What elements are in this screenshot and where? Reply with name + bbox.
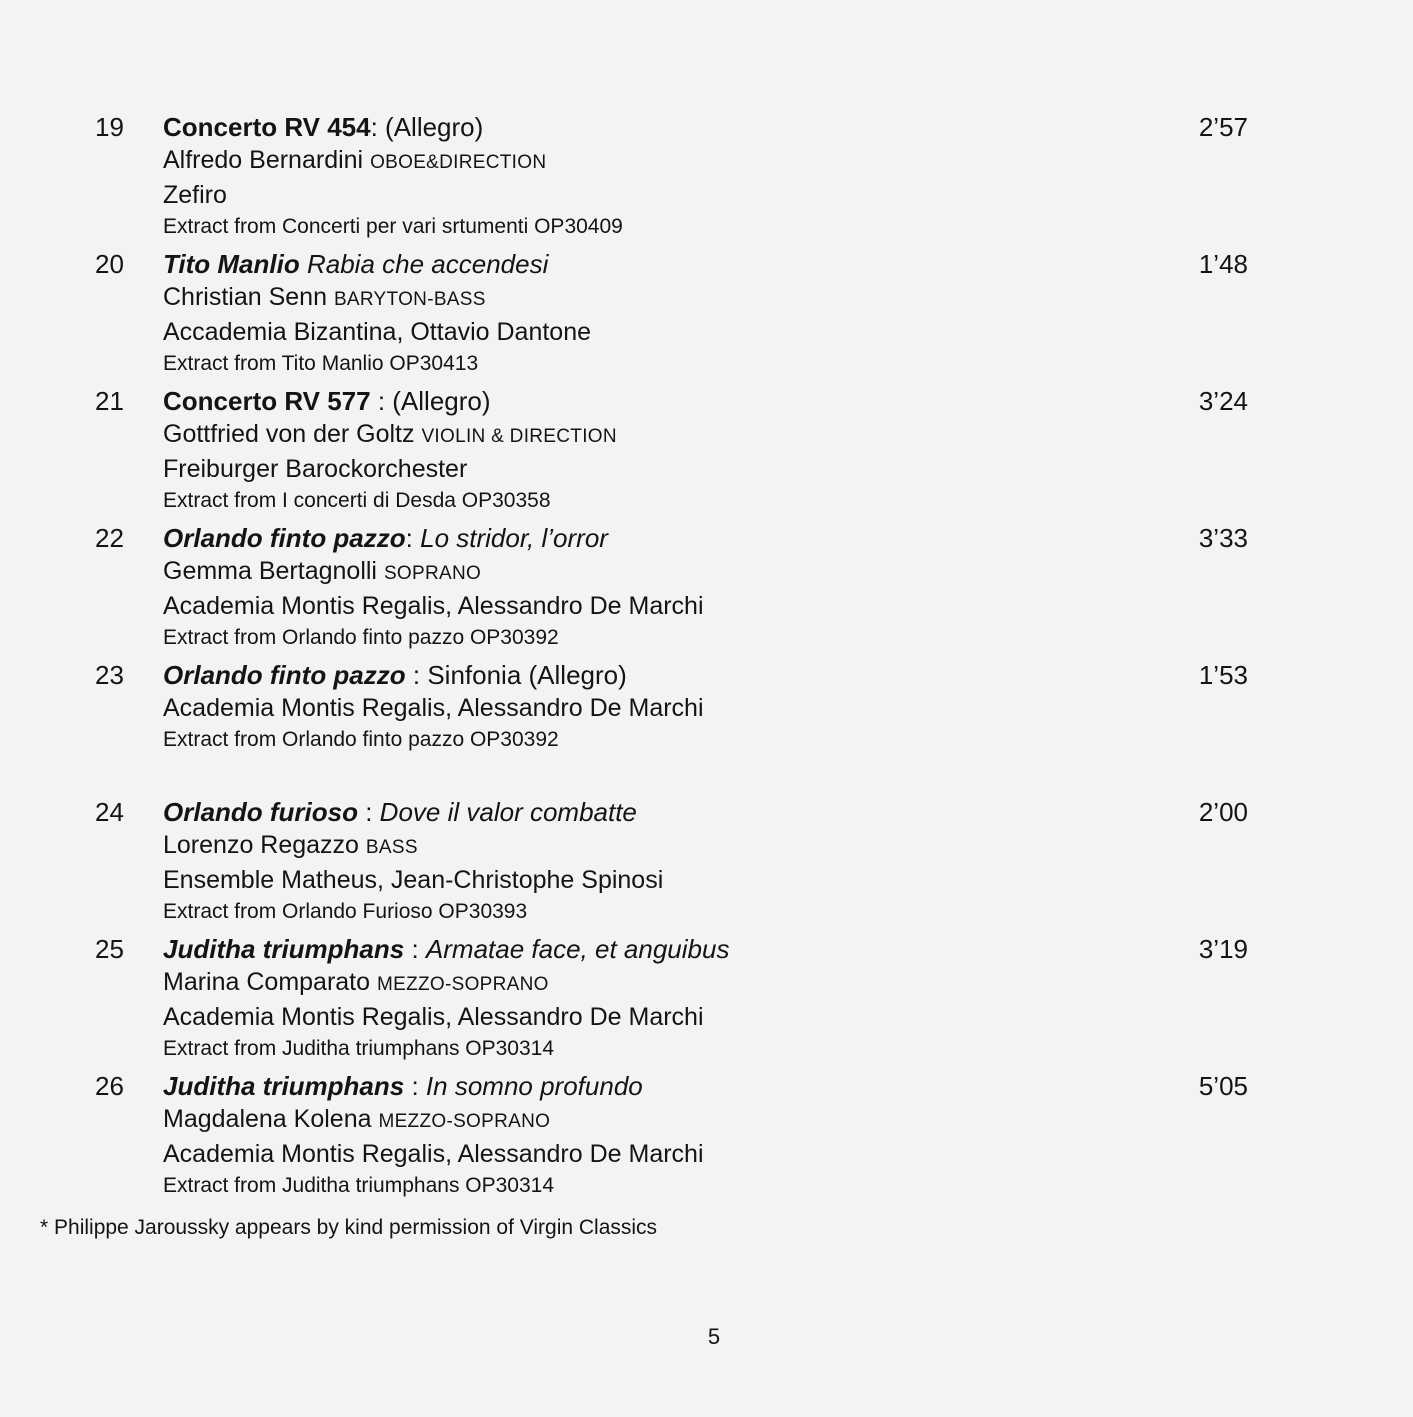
title-separator [300,249,307,279]
track-title-line [163,1069,1163,1103]
performer-name: Magdalena Kolena [163,1105,379,1133]
track-details [163,384,1163,517]
track-duration: 5’05 [1198,1071,1248,1101]
track-number: 19 [95,112,124,142]
movement-title: Lo stridor, l’orror [420,523,608,553]
performers [163,1103,1163,1170]
performer-line [163,281,1163,316]
extract-source: Extract from Tito Manlio OP30413 [163,352,479,375]
performer-line [163,966,1163,1001]
track-entry [0,519,1413,656]
track-number: 22 [95,523,124,553]
performer-name: Ensemble Matheus, Jean-Christophe Spinosi [163,866,664,894]
work-title: Orlando furioso [163,797,358,827]
performer-name: Alfredo Bernardini [163,146,371,174]
track-title-line [163,521,1163,555]
performer-line [163,555,1163,590]
movement-title: In somno profundo [425,1071,643,1101]
track-details [163,1069,1163,1202]
track-details [163,110,1163,243]
performer-line [163,179,1163,211]
track-duration: 3’24 [1198,386,1248,416]
track-duration: 2’57 [1198,112,1248,142]
movement-title: Armatae face, et anguibus [425,934,730,964]
performer-name: Academia Montis Regalis, Alessandro De Marchi [163,592,704,620]
work-title: Concerto RV 454 [163,112,371,142]
work-title: Concerto RV 577 [163,386,371,416]
work-title: Juditha triumphans [163,1071,405,1101]
work-title: Tito Manlio [163,249,300,279]
track-details [163,795,1163,928]
performer-name: Academia Montis Regalis, Alessandro De Marchi [163,1140,704,1168]
performer-role: VIOLIN & DIRECTION [421,426,617,447]
performers [163,692,1163,724]
performer-line [163,1001,1163,1033]
track-number: 26 [95,1071,124,1101]
performer-line [163,590,1163,622]
track-number: 23 [95,660,124,690]
track-entry [0,108,1413,245]
performer-name: Lorenzo Regazzo [163,831,366,859]
performers [163,829,1163,896]
track-title-line [163,795,1163,829]
performer-name: Zefiro [163,181,227,209]
track-duration: 3’33 [1198,523,1248,553]
performer-role: BASS [365,837,418,858]
performer-line [163,864,1163,896]
track-title-line [163,247,1163,281]
performers [163,555,1163,622]
performer-line [163,1138,1163,1170]
performers [163,966,1163,1033]
track-details [163,247,1163,380]
performer-name: Freiburger Barockorchester [163,455,468,483]
movement-title: (Allegro) [392,386,491,416]
movement-title: Dove il valor combatte [379,797,637,827]
track-number: 20 [95,249,124,279]
performer-name: Accademia Bizantina, Ottavio Dantone [163,318,592,346]
title-separator: : [404,934,426,964]
extract-source: Extract from Concerti per vari srtumenti OP30409 [163,215,623,238]
movement-title: (Allegro) [385,112,484,142]
performers [163,144,1163,211]
performer-role: SOPRANO [383,563,482,584]
track-number: 24 [95,797,124,827]
extract-source: Extract from Orlando finto pazzo OP30392 [163,626,559,649]
performer-name: Gemma Bertagnolli [163,557,384,585]
extract-source: Extract from Juditha triumphans OP30314 [163,1037,555,1060]
performer-role: MEZZO-SOPRANO [378,1111,551,1132]
title-separator: : [358,797,380,827]
performer-line [163,692,1163,724]
track-duration: 1’48 [1198,249,1248,279]
performer-name: Gottfried von der Goltz [163,420,422,448]
work-title: Juditha triumphans [163,934,405,964]
performer-name: Christian Senn [163,283,334,311]
performer-line [163,418,1163,453]
performer-name: Marina Comparato [163,968,377,996]
track-title-line [163,932,1163,966]
title-separator: : [370,386,393,416]
footnote: * Philippe Jaroussky appears by kind permission of Virgin Classics [40,1216,658,1239]
title-separator: : [370,112,386,142]
performer-line [163,1103,1163,1138]
performer-line [163,316,1163,348]
work-title: Orlando finto pazzo [163,660,406,690]
track-details [163,521,1163,654]
track-number: 25 [95,934,124,964]
extract-source: Extract from Orlando finto pazzo OP30392 [163,728,559,751]
track-entry [0,245,1413,382]
track-title-line [163,658,1163,692]
page-number: 5 [707,1324,721,1349]
movement-title: Sinfonia (Allegro) [427,660,627,690]
performer-name: Academia Montis Regalis, Alessandro De Marchi [163,694,704,722]
performers [163,281,1163,348]
movement-title: Rabia che accendesi [306,249,549,279]
track-title-line [163,384,1163,418]
track-entry [0,1067,1413,1204]
title-separator: : [404,1071,426,1101]
track-details [163,658,1163,756]
track-duration: 1’53 [1198,660,1248,690]
title-separator: : [405,660,428,690]
track-number: 21 [95,386,124,416]
extract-source: Extract from Juditha triumphans OP30314 [163,1174,555,1197]
extract-source: Extract from I concerti di Desda OP30358 [163,489,551,512]
performer-role: BARYTON-BASS [333,289,486,310]
title-separator: : [405,523,421,553]
performer-name: Academia Montis Regalis, Alessandro De Marchi [163,1003,704,1031]
track-duration: 3’19 [1198,934,1248,964]
performers [163,418,1163,485]
performer-line [163,144,1163,179]
track-entry [0,793,1413,930]
track-entry [0,930,1413,1067]
track-entry [0,656,1413,793]
track-title-line [163,110,1163,144]
extract-source: Extract from Orlando Furioso OP30393 [163,900,528,923]
performer-line [163,829,1163,864]
performer-line [163,453,1163,485]
work-title: Orlando finto pazzo [163,523,406,553]
track-list [0,108,1413,1204]
performer-role: MEZZO-SOPRANO [376,974,549,995]
track-duration: 2’00 [1198,797,1248,827]
track-entry [0,382,1413,519]
performer-role: OBOE&DIRECTION [370,152,547,173]
track-details [163,932,1163,1065]
